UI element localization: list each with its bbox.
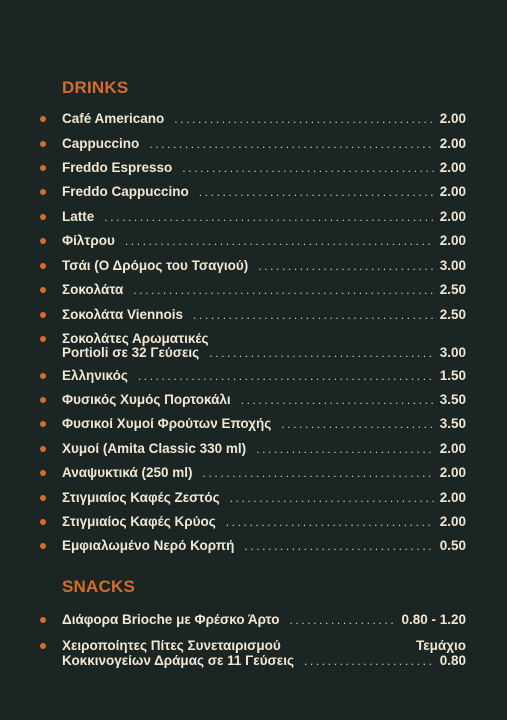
item-name: Φίλτρου bbox=[62, 233, 115, 248]
item-name: Café Americano bbox=[62, 111, 165, 126]
dot-leader bbox=[256, 442, 434, 457]
bullet-icon bbox=[40, 238, 46, 244]
item-price: 0.80 - 1.20 bbox=[401, 612, 466, 627]
item-price: 2.50 bbox=[439, 282, 466, 297]
bullet-icon bbox=[40, 336, 46, 342]
item-name: Κοκκινογείων Δράμας σε 11 Γεύσεις bbox=[62, 653, 294, 668]
item-price: 3.50 bbox=[439, 416, 466, 431]
item-name: Εμφιαλωμένο Νερό Κορπή bbox=[62, 538, 235, 553]
item-name: Portioli σε 32 Γεύσεις bbox=[62, 345, 200, 360]
dot-leader bbox=[209, 346, 434, 361]
item-name: Cappuccino bbox=[62, 136, 140, 151]
item-name: Διάφορα Brioche με Φρέσκο Άρτο bbox=[62, 612, 280, 627]
bullet-icon bbox=[40, 397, 46, 403]
item-price: 2.00 bbox=[439, 184, 466, 199]
item-price: 2.00 bbox=[439, 209, 466, 224]
item-name: Σοκολάτα Viennois bbox=[62, 307, 184, 322]
dot-leader bbox=[133, 283, 433, 298]
dot-leader bbox=[281, 417, 433, 432]
item-name-line1: Σοκολάτες Αρωματικές bbox=[62, 331, 209, 346]
bullet-icon bbox=[40, 421, 46, 427]
item-price: 3.50 bbox=[439, 392, 466, 407]
dot-leader bbox=[226, 515, 434, 530]
item-name: Ελληνικός bbox=[62, 368, 128, 383]
drinks-heading: DRINKS bbox=[62, 78, 129, 97]
bullet-icon bbox=[40, 373, 46, 379]
item-unit: Τεμάχιο bbox=[416, 638, 466, 653]
item-price: 2.00 bbox=[439, 111, 466, 126]
item-price: 3.00 bbox=[439, 258, 466, 273]
dot-leader bbox=[289, 613, 395, 628]
bullet-icon bbox=[40, 643, 46, 649]
item-price: 2.00 bbox=[439, 465, 466, 480]
dot-leader bbox=[230, 491, 434, 506]
bullet-icon bbox=[40, 287, 46, 293]
item-price: 2.00 bbox=[439, 441, 466, 456]
item-price: 3.00 bbox=[439, 345, 466, 360]
snacks-heading: SNACKS bbox=[62, 577, 135, 596]
item-name: Σοκολάτα bbox=[62, 282, 124, 297]
item-name: Αναψυκτικά (250 ml) bbox=[62, 465, 193, 480]
bullet-icon bbox=[40, 446, 46, 452]
bullet-icon bbox=[40, 116, 46, 122]
item-name: Φυσικός Χυμός Πορτοκάλι bbox=[62, 392, 231, 407]
dot-leader bbox=[182, 161, 433, 176]
bullet-icon bbox=[40, 312, 46, 318]
item-name: Φυσικοί Χυμοί Φρούτων Εποχής bbox=[62, 416, 272, 431]
dot-leader bbox=[138, 369, 434, 384]
item-price: 2.00 bbox=[439, 490, 466, 505]
bullet-icon bbox=[40, 617, 46, 623]
dot-leader bbox=[241, 393, 434, 408]
item-name: Στιγμιαίος Καφές Ζεστός bbox=[62, 490, 220, 505]
item-price: 2.00 bbox=[439, 233, 466, 248]
dot-leader bbox=[199, 185, 434, 200]
dot-leader bbox=[203, 466, 434, 481]
bullet-icon bbox=[40, 519, 46, 525]
item-price: 2.00 bbox=[439, 160, 466, 175]
item-name: Στιγμιαίος Καφές Κρύος bbox=[62, 514, 216, 529]
bullet-icon bbox=[40, 214, 46, 220]
dot-leader bbox=[244, 539, 433, 554]
item-price: 2.00 bbox=[439, 514, 466, 529]
item-price: 0.50 bbox=[439, 538, 466, 553]
item-name: Freddo Espresso bbox=[62, 160, 173, 175]
item-price: 2.00 bbox=[439, 136, 466, 151]
dot-leader bbox=[174, 112, 433, 127]
dot-leader bbox=[304, 654, 434, 669]
item-name-line1: Χειροποίητες Πίτες Συνεταιρισμού bbox=[62, 638, 281, 653]
bullet-icon bbox=[40, 543, 46, 549]
dot-leader bbox=[193, 308, 434, 323]
item-name: Τσάι (Ο Δρόμος του Τσαγιού) bbox=[62, 258, 249, 273]
dot-leader bbox=[104, 210, 433, 225]
bullet-icon bbox=[40, 470, 46, 476]
dot-leader bbox=[149, 137, 433, 152]
bullet-icon bbox=[40, 495, 46, 501]
item-name: Latte bbox=[62, 209, 95, 224]
bullet-icon bbox=[40, 141, 46, 147]
dot-leader bbox=[125, 234, 434, 249]
bullet-icon bbox=[40, 165, 46, 171]
item-name: Freddo Cappuccino bbox=[62, 184, 189, 199]
dot-leader bbox=[258, 259, 433, 274]
bullet-icon bbox=[40, 263, 46, 269]
item-name: Χυμοί (Amita Classic 330 ml) bbox=[62, 441, 247, 456]
item-price: 0.80 bbox=[439, 653, 466, 668]
item-price: 1.50 bbox=[439, 368, 466, 383]
item-price: 2.50 bbox=[439, 307, 466, 322]
bullet-icon bbox=[40, 189, 46, 195]
